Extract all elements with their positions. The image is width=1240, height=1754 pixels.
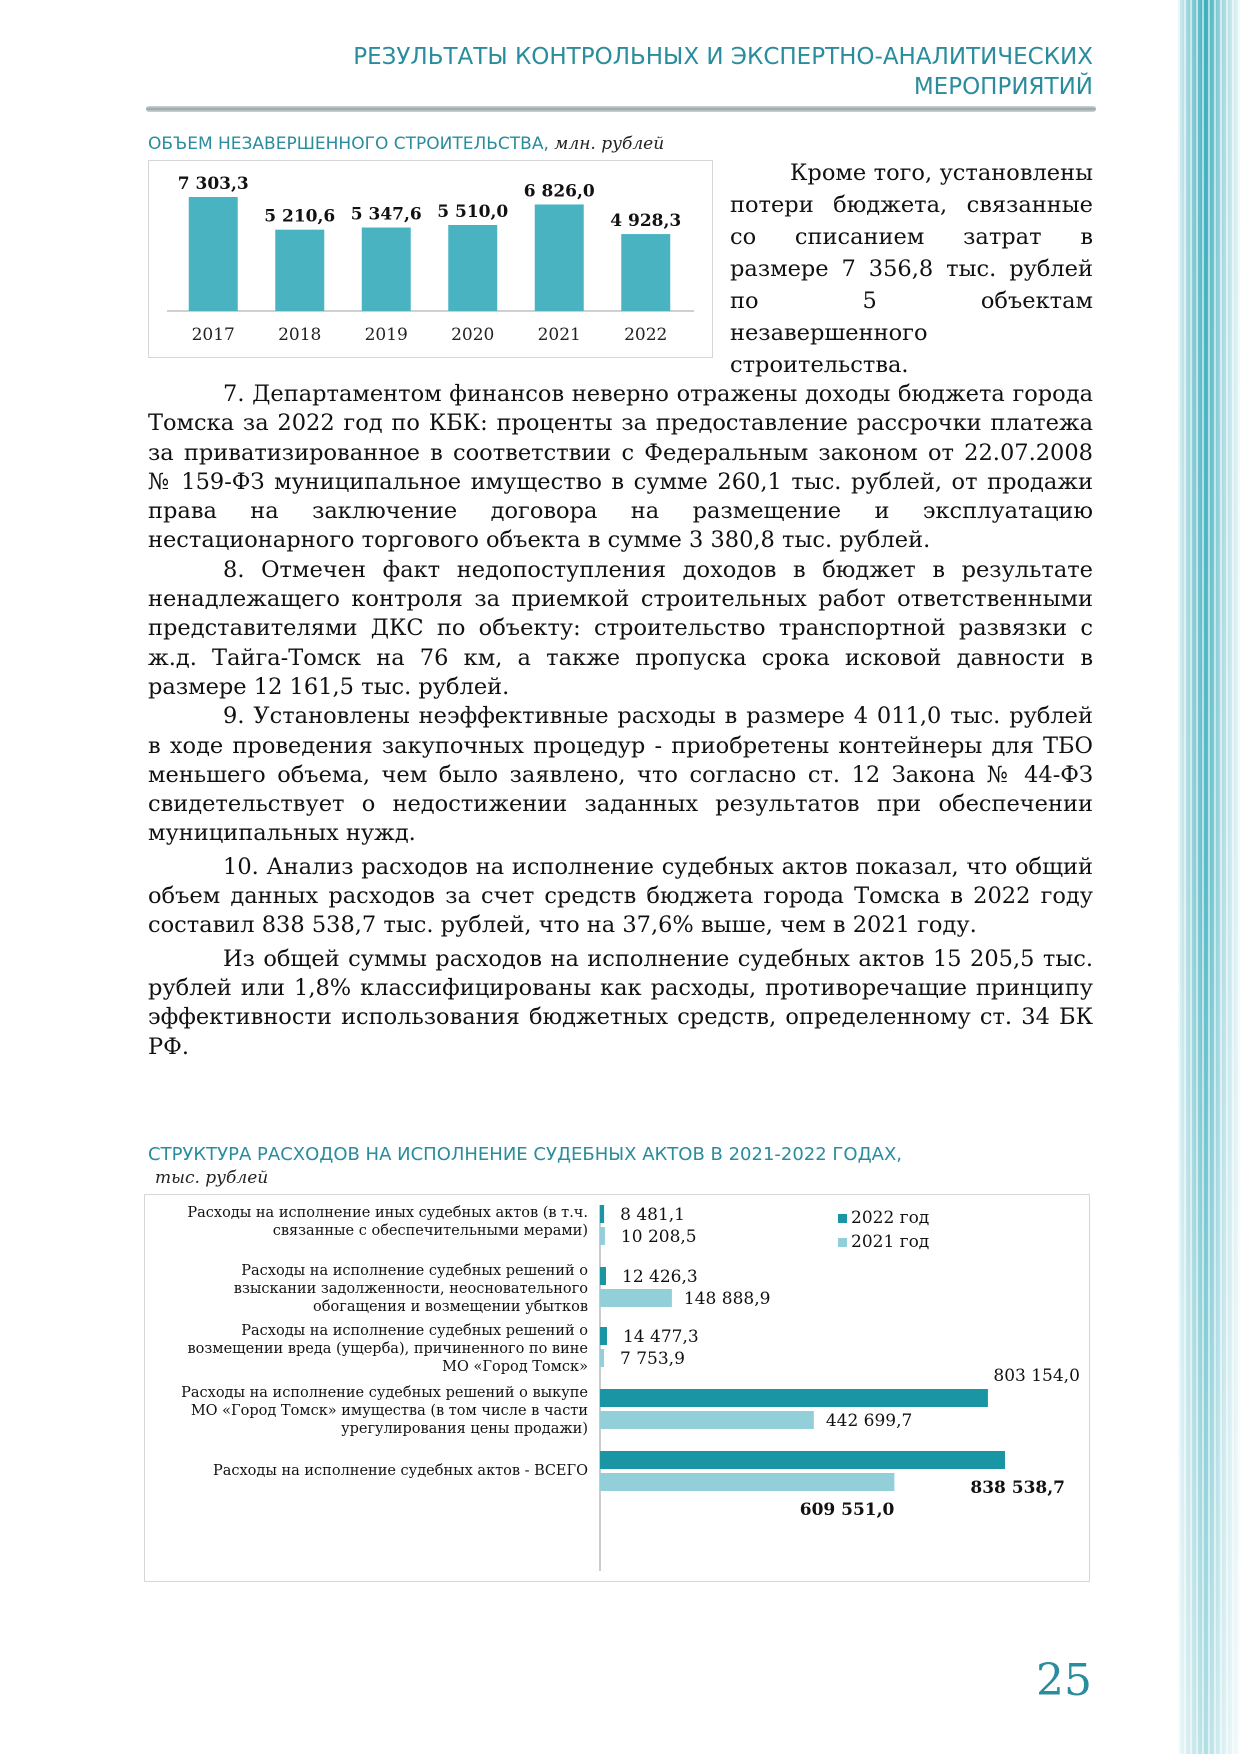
chart1-title (148, 134, 664, 154)
chart1-bar (535, 204, 584, 311)
chart1-bar (275, 230, 324, 311)
chart1-construction-volume (148, 160, 713, 358)
chart2-legend-label: 2021 год (851, 1232, 930, 1252)
chart1-data-label: 5 347,6 (350, 204, 422, 225)
chart2-bar (600, 1451, 1005, 1469)
chart1-bar (362, 228, 411, 311)
chart2-data-label: 7 753,9 (620, 1349, 685, 1369)
chart2-category-label: МО «Город Томск» имущества (в том числе в части (190, 1403, 588, 1419)
main-text (148, 380, 1093, 1062)
chart2-bar (600, 1289, 672, 1307)
chart1-bar (621, 234, 670, 311)
chart2-legend-swatch (838, 1238, 847, 1247)
chart2-bar (600, 1267, 606, 1285)
chart1-svg (149, 161, 712, 357)
side-paragraph: Кроме того, установлены потери бюджета, связанные со списанием затрат в размере 7 356,8 тыс. рублей по 5 объектам незавершенного строительства. (730, 160, 1093, 378)
chart2-data-label: 838 538,7 (970, 1478, 1065, 1498)
chart2-category-label: Расходы на исполнение судебных решений о (241, 1323, 588, 1339)
chart1-tick-label: 2019 (364, 325, 408, 345)
chart2-category-label: обогащения и возмещении убытков (313, 1299, 588, 1315)
chart2-data-label: 148 888,9 (683, 1289, 771, 1309)
chart2-category-label: Расходы на исполнение иных судебных актов (в т.ч. (187, 1205, 588, 1221)
chart2-category-label: Расходы на исполнение судебных решений о (241, 1263, 588, 1279)
chart1-unit: млн. рублей (554, 134, 665, 154)
chart2-data-label: 12 426,3 (622, 1267, 698, 1287)
chart1-tick-label: 2018 (278, 325, 322, 345)
chart2-svg (145, 1195, 1089, 1581)
chart2-data-label: 8 481,1 (620, 1205, 685, 1225)
chart1-tick-label: 2022 (624, 325, 668, 345)
header-line-1: РЕЗУЛЬТАТЫ КОНТРОЛЬНЫХ И ЭКСПЕРТНО-АНАЛИТИЧЕСКИХ (353, 44, 1093, 70)
chart1-data-label: 7 303,3 (177, 174, 249, 194)
chart2-category-label: Расходы на исполнение судебных актов - ВСЕГО (212, 1463, 588, 1479)
paragraph-10: 10. Анализ расходов на исполнение судебных актов показал, что общий объем данных расходов за счет средств бюджета города Томска в 2022 году составил 838 538,7 тыс. рублей, что на 37,6% выше, чем в 2021 году. (148, 853, 1093, 939)
chart2-data-label: 442 699,7 (825, 1411, 913, 1431)
chart2-bar (600, 1473, 894, 1491)
paragraph-7: 7. Департаментом финансов неверно отражены доходы бюджета города Томска за 2022 год по КБК: проценты за предоставление рассрочки платежа за приватизированное в соответствии с Федеральным законом от 22.07.2008 № 159-ФЗ муниципальное имущество в сумме 260,1 тыс. рублей, от продажи права на заключение договора на размещение и эксплуатацию нестационарного торгового объекта в сумме 3 380,8 тыс. рублей. (148, 381, 1093, 554)
chart2-bar (600, 1327, 607, 1345)
chart1-data-label: 4 928,3 (610, 211, 682, 232)
chart2-data-label: 14 477,3 (622, 1327, 699, 1347)
page-header (148, 42, 1093, 102)
paragraph-court-expenses: Из общей суммы расходов на исполнение судебных актов 15 205,5 тыс. рублей или 1,8% классифицированы как расходы, противоречащие принципу эффективности использования бюджетных средств, определенному ст. 34 БК РФ. (148, 945, 1093, 1060)
chart1-bar (448, 225, 497, 311)
chart2-category-label: связанные с обеспечительными мерами) (272, 1223, 588, 1239)
paragraph-9: 9. Установлены неэффективные расходы в размере 4 011,0 тыс. рублей в ходе проведения закупочных процедур - приобретены контейнеры для ТБО меньшего объема, чем было заявлено, что согласно ст. 12 Закона № 44-ФЗ свидетельствует о недостижении заданных результатов при обеспечении муниципальных нужд. (148, 703, 1093, 847)
chart2-bar (600, 1205, 604, 1223)
header-divider (146, 106, 1096, 112)
chart1-tick-label: 2021 (537, 325, 581, 345)
chart2-category-label: взыскании задолженности, неосновательного (233, 1281, 588, 1297)
chart2-bar (600, 1411, 814, 1429)
chart2-data-label: 803 154,0 (993, 1366, 1080, 1386)
chart2-bar (600, 1349, 604, 1367)
chart2-unit-wrap (155, 1168, 268, 1188)
chart2-category-label: урегулирования цены продажи) (341, 1421, 588, 1437)
chart2-unit: тыс. рублей (155, 1168, 269, 1188)
chart2-title: СТРУКТУРА РАСХОДОВ НА ИСПОЛНЕНИЕ СУДЕБНЫХ АКТОВ В 2021-2022 ГОДАХ, (148, 1144, 902, 1165)
chart1-bar (189, 197, 238, 311)
chart1-data-label: 5 510,0 (437, 201, 509, 222)
chart2-legend-swatch (838, 1214, 847, 1223)
chart1-data-label: 6 826,0 (523, 181, 595, 202)
chart1-data-label: 5 210,6 (264, 206, 336, 227)
chart2-court-expenses (144, 1194, 1090, 1582)
chart1-tick-label: 2020 (451, 325, 495, 345)
chart2-category-label: МО «Город Томск» (442, 1359, 588, 1375)
paragraph-8: 8. Отмечен факт недопоступления доходов в бюджет в результате ненадлежащего контроля за приемкой строительных работ ответственными представителями ДКС по объекту: строительство транспортной развязки с ж.д. Тайга-Томск на 76 км, а также пропуска срока исковой давности в размере 12 161,5 тыс. рублей. (148, 556, 1093, 700)
chart1-title-text: ОБЪЕМ НЕЗАВЕРШЕННОГО СТРОИТЕЛЬСТВА, (148, 134, 549, 154)
chart2-category-label: возмещении вреда (ущерба), причиненного по вине (187, 1341, 588, 1357)
chart2-category-label: Расходы на исполнение судебных решений о выкупе (181, 1385, 588, 1401)
chart2-legend-label: 2022 год (851, 1208, 930, 1228)
chart2-data-label: 609 551,0 (799, 1500, 895, 1520)
page-number: 25 (1036, 1655, 1092, 1706)
chart2-data-label: 10 208,5 (620, 1227, 697, 1247)
chart2-bar (600, 1227, 605, 1245)
chart2-bar (600, 1389, 988, 1407)
chart1-tick-label: 2017 (191, 325, 235, 345)
decorative-side-stripe (1178, 0, 1240, 1754)
header-line-2: МЕРОПРИЯТИЙ (913, 74, 1093, 100)
